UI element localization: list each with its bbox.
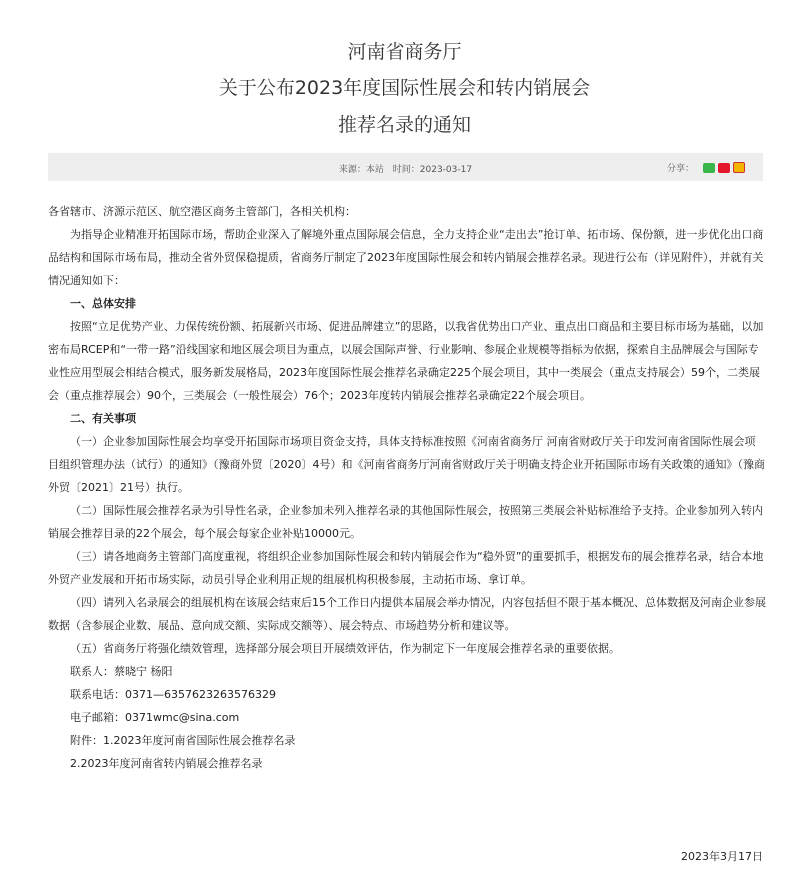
matter-item-4: （四）请列入名录展会的组展机构在该展会结束后15个工作日内提供本届展会举办情况，内容包括但不限于基本概况、总体数据及河南企业参展数据（含参展企业数、展品、意向成交额、实际成交额等）、展会特点、市场趋势分析和建议等。 xyxy=(48,596,766,632)
page-title-line1: 河南省商务厅 xyxy=(347,41,462,63)
matter-item-2: （二）国际性展会推荐名录为引导性名录，企业参加未列入推荐名录的其他国际性展会，按照第三类展会补贴标准给予支持。企业参加列入转内销展会推荐目录的22个展会，每个展会每家企业补贴10000元。 xyxy=(48,504,763,540)
page-title-line2: 关于公布2023年度国际性展会和转内销展会 xyxy=(218,77,591,99)
share-label: 分享： xyxy=(666,164,694,174)
article-meta-bar xyxy=(48,153,763,181)
matter-item-1: （一）企业参加国际性展会均享受开拓国际市场项目资金支持，具体支持标准按照《河南省商务厅 河南省财政厅关于印发河南省国际性展会项目组织管理办法（试行）的通知》（豫商外贸〔2020〕4号）和《河南省商务厅河南省财政厅关于明确支持企业开拓国际市场有关政策的通知》（豫商外贸〔2021〕21号）执行。 xyxy=(48,435,765,494)
source-label: 来源：本站 xyxy=(338,165,384,175)
qzone-share-icon[interactable] xyxy=(733,162,745,173)
attachment-1[interactable]: 附件：1.2023年度河南省国际性展会推荐名录 xyxy=(70,734,296,747)
salutation: 各省辖市、济源示范区、航空港区商务主管部门，各相关机构： xyxy=(48,205,356,218)
issue-date: 2023年3月17日 xyxy=(681,850,763,863)
article-body xyxy=(48,200,766,775)
publish-time: 时间：2023-03-17 xyxy=(392,165,473,175)
matter-item-3: （三）请各地商务主管部门高度重视，将组织企业参加国际性展会和转内销展会作为“稳外贸”的重要抓手，根据发布的展会推荐名录，结合本地外贸产业发展和开拓市场实际，动员引导企业利用正规的组展机构积极参展，主动拓市场、拿订单。 xyxy=(48,550,764,586)
matter-item-5: （五）省商务厅将强化绩效管理，选择部分展会项目开展绩效评估，作为制定下一年度展会推荐名录的重要依据。 xyxy=(70,642,620,655)
attachment-2[interactable]: 2.2023年度河南省转内销展会推荐名录 xyxy=(70,757,263,770)
contact-person: 联系人：蔡晓宁 杨阳 xyxy=(70,665,173,678)
section-heading-overall: 一、总体安排 xyxy=(70,297,136,310)
page-title-line3: 推荐名录的通知 xyxy=(337,114,471,136)
source-time-info xyxy=(48,162,763,175)
share-bar xyxy=(667,161,745,174)
intro-paragraph: 为指导企业精准开拓国际市场，帮助企业深入了解境外重点国际展会信息，全力支持企业“走出去”抢订单、拓市场、保份额，进一步优化出口商品结构和国际市场布局，推动全省外贸保稳提质，省商务厅制定了2023年度国际性展会和转内销展会推荐名录。现进行公布（详见附件），并就有关情况通知如下： xyxy=(48,228,764,287)
contact-email: 电子邮箱：0371wmc@sina.com xyxy=(70,711,240,724)
section-heading-matters: 二、有关事项 xyxy=(70,412,136,425)
weibo-share-icon[interactable] xyxy=(718,163,730,173)
overall-paragraph: 按照“立足优势产业、力保传统份额、拓展新兴市场、促进品牌建立”的思路，以我省优势出口产业、重点出口商品和主要目标市场为基础，以加密布局RCEP和“一带一路”沿线国家和地区展会项目为重点，以展会国际声誉、行业影响、参展企业规模等指标为依据，探索自主品牌展会与国际专业性应用型展会相结合模式，服务新发展格局，2023年度国际性展会推荐名录确定225个展会项目，其中一类展会（重点支持展会）59个，二类展会（重点推荐展会）90个，三类展会（一般性展会）76个；2023年度转内销展会推荐名录确定22个展会项目。 xyxy=(48,320,764,402)
wechat-share-icon[interactable] xyxy=(703,163,715,173)
contact-phone: 联系电话：0371—6357623263576329 xyxy=(70,688,276,701)
